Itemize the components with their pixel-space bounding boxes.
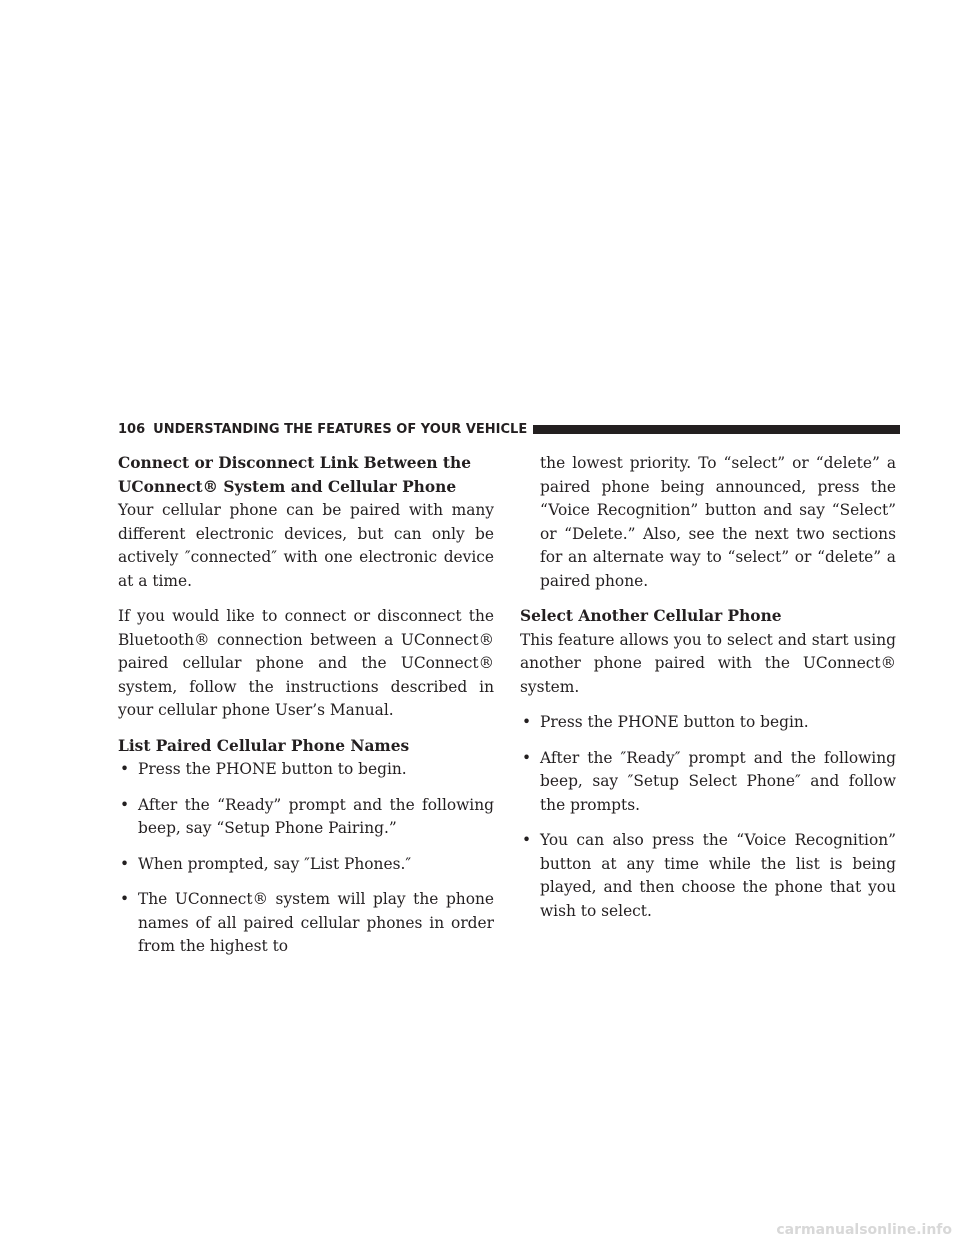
- section-heading-list-phones: List Paired Cellular Phone Names: [118, 736, 410, 755]
- bullet-icon: •: [522, 831, 532, 849]
- list-item: • Press the PHONE button to begin.: [520, 711, 896, 735]
- watermark: carmanualsonline.info: [776, 1222, 952, 1238]
- list-item: • The UConnect® system will play the phone names of all paired cellular phones in order from the highest to: [120, 890, 494, 955]
- list-item: • You can also press the “Voice Recognition” button at any time while the list is being played, and then choose the phone that you wish to select.: [522, 831, 896, 920]
- bullet-icon: •: [120, 854, 130, 873]
- left-column: [118, 452, 494, 971]
- page-number: 106: [118, 421, 146, 437]
- list-item: • Press the PHONE button to begin.: [118, 758, 494, 782]
- list-item: • After the ″Ready″ prompt and the following beep, say ″Setup Select Phone″ and follow the prompts.: [522, 748, 896, 814]
- list-item: • When prompted, say ″List Phones.″: [118, 853, 494, 877]
- paragraph-bluetooth: If you would like to connect or disconnect the Bluetooth® connection between a UConnect® paired cellular phone and the UConnect® system, follow the instructions described in your cellular phone User’s Manual.: [118, 607, 494, 719]
- page-header: [118, 418, 900, 440]
- paragraph-connected: Your cellular phone can be paired with many different electronic devices, but can only be actively ″connected″ with one electronic device at a time.: [118, 501, 494, 590]
- paragraph-select-feature: This feature allows you to select and start using another phone paired with the UConnect® system.: [520, 630, 896, 696]
- section-heading-select-phone: Select Another Cellular Phone: [520, 607, 782, 625]
- section-heading-connect: Connect or Disconnect Link Between the UConnect® System and Cellular Phone: [118, 454, 472, 496]
- right-column: [520, 452, 896, 935]
- bullet-icon: •: [120, 795, 130, 814]
- list-phones-steps: [118, 758, 494, 959]
- bullet-icon: •: [120, 760, 130, 778]
- select-phone-steps: [520, 711, 896, 923]
- header-rule: [533, 425, 900, 434]
- running-header: UNDERSTANDING THE FEATURES OF YOUR VEHICLE: [153, 421, 528, 437]
- bullet-continuation: the lowest priority. To “select” or “delete” a paired phone being announced, press the “Voice Recognition” button and say “Select” or “Delete.” Also, see the next two sections for an alternate way to “select” or “delete” a paired phone.: [540, 454, 896, 590]
- bullet-icon: •: [522, 748, 532, 767]
- list-item: • After the “Ready” prompt and the following beep, say “Setup Phone Pairing.”: [120, 795, 494, 837]
- bullet-icon: •: [522, 713, 532, 731]
- bullet-icon: •: [120, 890, 130, 908]
